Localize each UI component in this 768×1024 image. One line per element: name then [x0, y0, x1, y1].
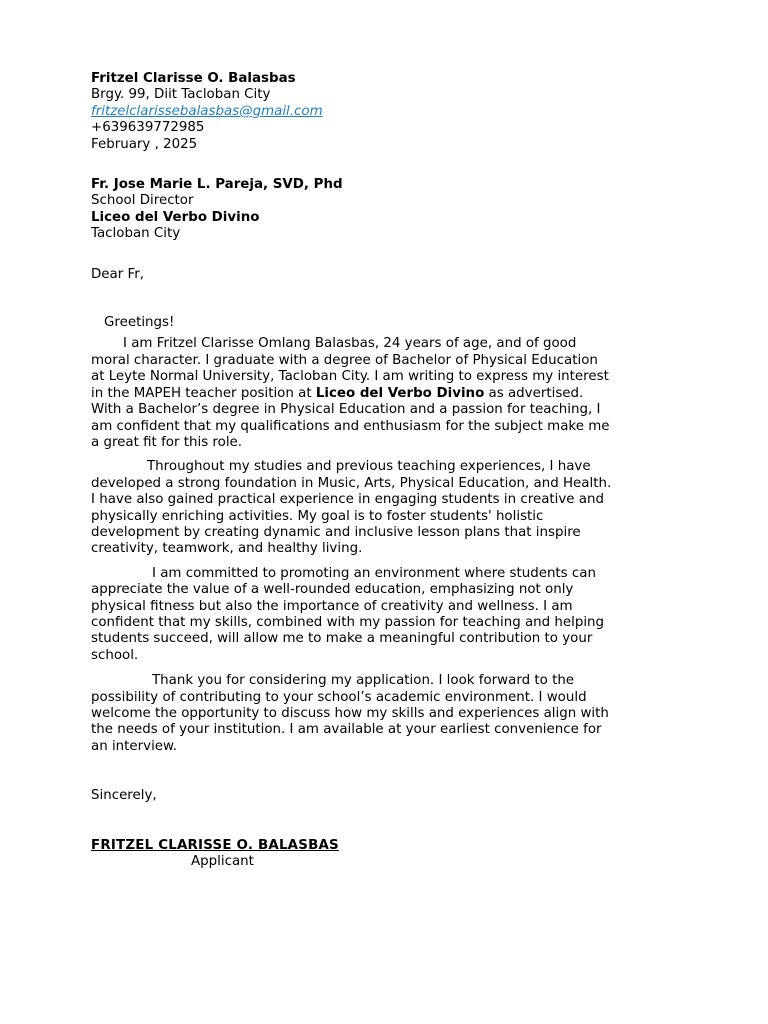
paragraph-line: physical fitness but also the importance of creativity and wellness. I am — [91, 598, 573, 614]
signature-name: FRITZEL CLARISSE O. BALASBAS — [91, 837, 339, 853]
paragraph-line: developed a strong foundation in Music, Arts, Physical Education, and Health. — [91, 475, 612, 491]
paragraph-line: Throughout my studies and previous teaching experiences, I have — [147, 459, 591, 475]
paragraph-line: moral character. I graduate with a degree of Bachelor of Physical Education — [91, 352, 598, 368]
closing: Sincerely, — [91, 788, 157, 804]
paragraph-line: appreciate the value of a well-rounded education, emphasizing not only — [91, 582, 574, 598]
letter-page — [91, 71, 691, 870]
paragraph-line: welcome the opportunity to discuss how my skills and experiences align with — [91, 706, 609, 721]
sender-address: Brgy. 99, Diit Tacloban City — [91, 87, 271, 103]
body-paragraph-4 — [91, 673, 691, 755]
salutation: Dear Fr, — [91, 266, 145, 282]
recipient-city: Tacloban City — [91, 226, 181, 242]
paragraph-line: confident that my skills, combined with my passion for teaching and helping — [91, 614, 605, 630]
recipient-block — [91, 177, 691, 243]
paragraph-line: creativity, teamwork, and healthy living. — [91, 541, 363, 557]
sender-phone: +639639772985 — [91, 120, 205, 136]
recipient-name: Fr. Jose Marie L. Pareja, SVD, Phd — [91, 177, 343, 193]
paragraph-line: I have also gained practical experience in engaging students in creative and — [91, 492, 604, 508]
recipient-position: School Director — [91, 193, 194, 209]
paragraph-line: I am committed to promoting an environment where students can — [152, 565, 596, 581]
sender-name: Fritzel Clarisse O. Balasbas — [91, 71, 296, 86]
paragraph-line: school. — [91, 647, 139, 663]
paragraph-line: an interview. — [91, 738, 178, 754]
paragraph-line: I am Fritzel Clarisse Omlang Balasbas, 24 years of age, and of good — [123, 336, 577, 352]
paragraph-line: possibility of contributing to your school’s academic environment. I would — [91, 689, 587, 705]
paragraph-line: a great fit for this role. — [91, 434, 243, 450]
sender-email-link[interactable]: fritzelclarissebalasbas@gmail.com — [91, 103, 323, 119]
paragraph-line: at Leyte Normal University, Tacloban City. I am writing to express my interest — [91, 369, 609, 385]
greeting: Greetings! — [104, 315, 175, 331]
school-name-inline: Liceo del Verbo Divino — [315, 385, 485, 401]
paragraph-line: students succeed, will allow me to make a meaningful contribution to your — [91, 631, 593, 647]
paragraph-line: Thank you for considering my application. I look forward to the — [152, 673, 575, 689]
body-paragraph-3 — [91, 566, 691, 664]
paragraph-line: With a Bachelor’s degree in Physical Education and a passion for teaching, I — [91, 402, 601, 418]
paragraph-line: physically enriching activities. My goal is to foster students' holistic — [91, 508, 544, 524]
recipient-school: Liceo del Verbo Divino — [91, 209, 260, 225]
signature-title: Applicant — [191, 854, 254, 870]
paragraph-line: the needs of your institution. I am available at your earliest convenience for — [91, 722, 602, 738]
body-paragraph-1 — [91, 336, 691, 451]
paragraph-line: am confident that my qualifications and enthusiasm for the subject make me — [91, 418, 610, 434]
letter-date: February , 2025 — [91, 136, 198, 152]
sender-block — [91, 71, 691, 153]
paragraph-line: in the MAPEH teacher position at Liceo del Verbo Divino as advertised. — [91, 385, 584, 401]
body-paragraph-2 — [91, 459, 691, 557]
paragraph-line: development by creating dynamic and inclusive lesson plans that inspire — [91, 524, 581, 540]
